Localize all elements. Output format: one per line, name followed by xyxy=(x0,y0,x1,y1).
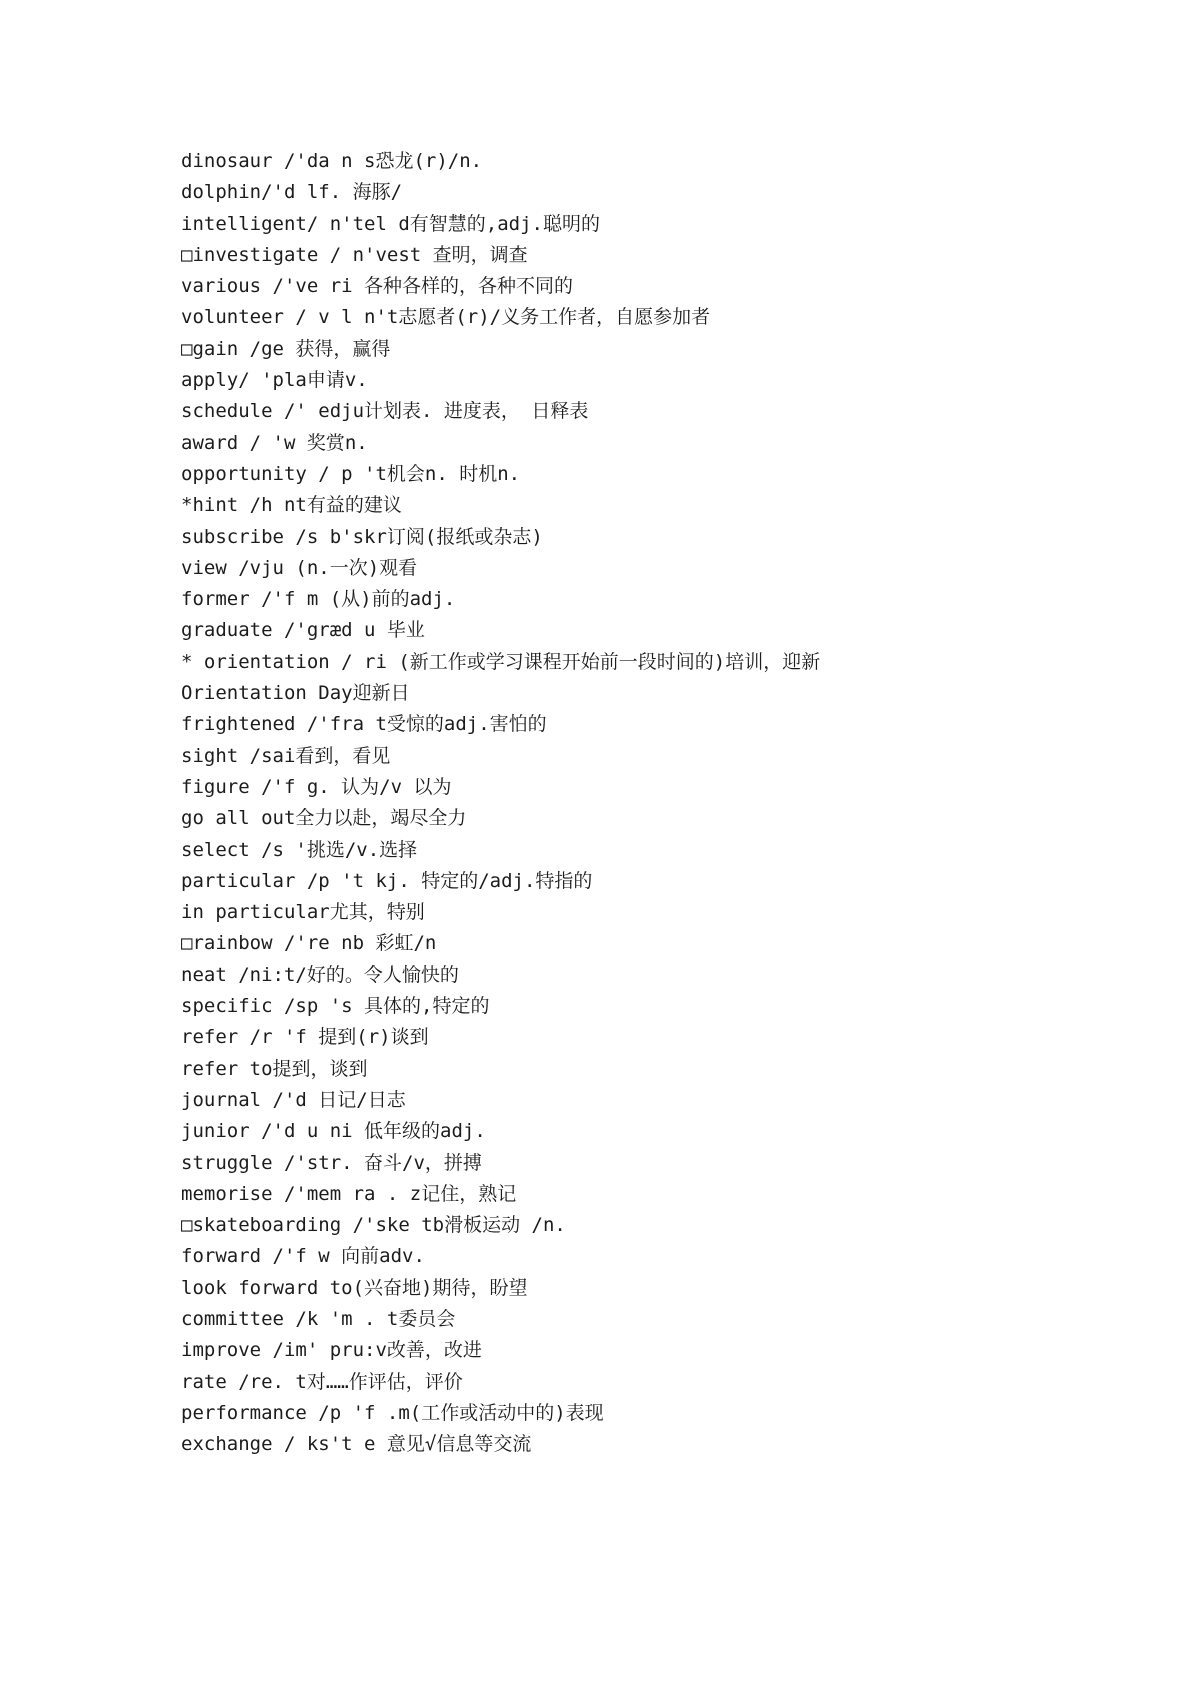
vocabulary-entry: intelligent/ n'tel d有智慧的,adj.聪明的 xyxy=(181,212,600,235)
vocabulary-entry: junior /'d u ni 低年级的adj. xyxy=(181,1120,486,1143)
vocabulary-entry: journal /'d 日记/日志 xyxy=(181,1088,406,1111)
vocabulary-entry: □rainbow /'re nb 彩虹/n xyxy=(181,932,437,955)
vocabulary-entry: □investigate / n'vest 查明，调查 xyxy=(181,243,528,266)
vocabulary-entry: various /'ve ri 各种各样的，各种不同的 xyxy=(181,275,574,298)
vocabulary-entry: exchange / ks't e 意见√信息等交流 xyxy=(181,1433,532,1456)
vocabulary-entry: refer /r 'f 提到(r)谈到 xyxy=(181,1026,429,1049)
vocabulary-entry: * orientation / ri (新工作或学习课程开始前一段时间的)培训，迎新 xyxy=(181,650,821,673)
vocabulary-entry: frightened /'fra t受惊的adj.害怕的 xyxy=(181,713,547,736)
vocabulary-entry: refer to提到，谈到 xyxy=(181,1057,368,1080)
vocabulary-entry: forward /'f w 向前adv. xyxy=(181,1245,425,1268)
vocabulary-entry: memorise /'mem ra . z记住，熟记 xyxy=(181,1182,517,1205)
vocabulary-entry: □gain /ge 获得，赢得 xyxy=(181,337,391,360)
vocabulary-entry: struggle /'str. 奋斗/v，拼搏 xyxy=(181,1151,482,1174)
vocabulary-entry: neat /ni:t/好的。令人愉快的 xyxy=(181,963,459,986)
vocabulary-entry: dolphin/'d lf. 海豚/ xyxy=(181,181,403,204)
vocabulary-entry: graduate /'græd u 毕业 xyxy=(181,619,425,642)
vocabulary-entry: figure /'f g. 认为/v 以为 xyxy=(181,775,452,798)
vocabulary-entry: sight /sai看到，看见 xyxy=(181,744,391,767)
vocabulary-entry: particular /p 't kj. 特定的/adj.特指的 xyxy=(181,869,593,892)
vocabulary-entry: schedule /' edju计划表. 进度表， 日释表 xyxy=(181,400,589,423)
vocabulary-list xyxy=(181,148,1141,1462)
vocabulary-entry: award / 'w 奖赏n. xyxy=(181,431,368,454)
vocabulary-entry: □skateboarding /'ske tb滑板运动 /n. xyxy=(181,1214,566,1237)
vocabulary-entry: apply/ 'pla申请v. xyxy=(181,369,368,392)
vocabulary-entry: dinosaur /'da n s恐龙(r)/n. xyxy=(181,150,483,172)
vocabulary-entry: specific /sp 's 具体的,特定的 xyxy=(181,995,490,1018)
vocabulary-entry: look forward to(兴奋地)期待，盼望 xyxy=(181,1276,528,1299)
vocabulary-entry: view /vju (n.一次)观看 xyxy=(181,556,418,579)
vocabulary-entry: go all out全力以赴，竭尽全力 xyxy=(181,807,467,830)
vocabulary-entry: opportunity / p 't机会n. 时机n. xyxy=(181,462,521,485)
vocabulary-entry: Orientation Day迎新日 xyxy=(181,682,410,705)
vocabulary-entry: performance /p 'f .m(工作或活动中的)表现 xyxy=(181,1401,604,1424)
vocabulary-entry: select /s '挑选/v.选择 xyxy=(181,838,418,861)
vocabulary-entry: rate /re. t对……作评估，评价 xyxy=(181,1370,463,1393)
vocabulary-entry: former /'f m (从)前的adj. xyxy=(181,588,456,611)
vocabulary-entry: in particular尤其，特别 xyxy=(181,901,425,924)
vocabulary-entry: improve /im' pru:v改善，改进 xyxy=(181,1339,482,1362)
vocabulary-entry: committee /k 'm . t委员会 xyxy=(181,1307,456,1330)
vocabulary-entry: subscribe /s b'skr订阅(报纸或杂志) xyxy=(181,525,543,548)
vocabulary-entry: volunteer / v l n't志愿者(r)/义务工作者，自愿参加者 xyxy=(181,306,711,329)
vocabulary-entry: *hint /h nt有益的建议 xyxy=(181,494,402,517)
